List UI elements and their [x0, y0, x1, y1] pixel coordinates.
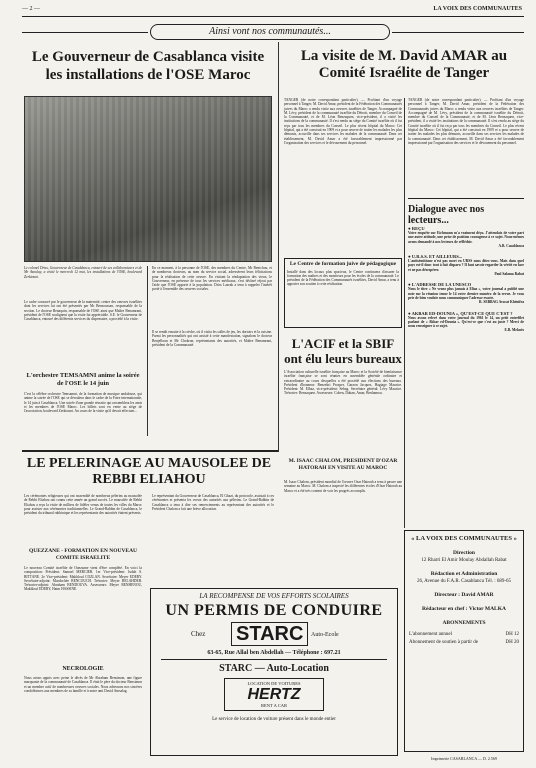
dialogue-item-sig: A.B. Casablanca	[498, 243, 524, 248]
dialogue-item-text: Nous le titre « Ne venez plus jamais à Eliaz », votre journal a publié une note sur la réunion tenue le 14 votre dernier numéro de la revue. Je vous prie de bien vouloir nous communiquer l'adresse exacte.	[408, 287, 524, 300]
article-pelerinage-body: Les cérémonies religieuses qui ont rassemblé de nombreux pèlerins au mausolée de Rebbi Eliahou ont connu cette année un grand succès. Le mausolée de Rebbi Eliahou a reçu la visite de milliers de fidèles venus de toutes les villes du Maroc pour assister aux cérémonies traditionnelles. Le Grand-Rabbin de Casablanca, le président du tribunal rabbinique et les représentants des autorités étaient présents.	[24, 494, 142, 516]
ad-starc-chez: Chez	[191, 630, 206, 638]
ad-starc-brand-row	[151, 622, 397, 646]
page-number: — 2 —	[22, 6, 40, 12]
header-rule	[22, 16, 524, 17]
article-acif-body: L'Association culturelle israélite française au Maroc et la Société de bienfaisance israélite française se sont réunies en assemblée générale ordinaire et extraordinaire au cours desquelles a été procédé aux élections des bureaux. Président d'honneur: Benzekri Prosper, Garzon Jacques, Hagiage Maurice. Président: M. Elbaz, vice-président: Sebag. Secrétaire général: Lévy Maurice. Trésorier: Benzaquen. Assesseurs: Cohen, Dahan, Amar, Benhamou.	[284, 370, 402, 396]
dialogue-rule	[408, 198, 524, 199]
photo-caption: Le colonel Driss, Gouverneur de Casablanca, entouré de ses collaborateurs et de Mr Azoulay, a visité le mercredi 12 mai, les installations de l'OSE, boulevard Zerktouni.	[24, 266, 142, 279]
dialogue-item-head: ● REÇU	[408, 226, 425, 231]
article-gouverneur-body-left: Le cadre consacré par le gouverneur de la maternité, centre des oeuvres israélites dont les services lui ont été présentés par Mr Bensoussan, responsable de la section. Le docteur Benaquin, responsable de l'OSE ainsi que Maître Benamrani, président de l'OSE soulignent que la visite fut appréciable. S.E. le Gouverneur de Casablanca, entouré des différents services du dispensaire, a procédé à la visite.	[24, 300, 142, 322]
ad-voix-abonnements: ABONNEMENTS	[442, 620, 486, 626]
article-ouezzane-body: Le nouveau Comité israélite de Ouezzane vient d'être complété. En voici la composition: Président: Samuel MERCIER. 1er Vice-président: Judah S. BITTANE. 2e Vice-président: Makhlouf COZLAN. Secrétaire: Meyer EDERY. Secrétaire-adjoint: Mardochée BENCOUCH. Trésorier: Meyer BELAHDEB. Trésorier-adjoint: Abraham BENDOUVA. Assesseurs: Meyer BENHENOU, Makhlouf EDERY, Haim HASSINE.	[24, 566, 142, 592]
dialogue-item-sig: Paul Salama Rabat	[494, 272, 524, 277]
ad-voix-redaction-label: Rédaction et Administration	[430, 571, 498, 577]
article-acif-title: L'ACIF et la SBIF ont élu leurs bureaux	[284, 336, 402, 366]
box-centre-formation	[284, 258, 402, 328]
article-gouverneur-body-bottom: Il se rendit ensuite à la crèche, où il visita les salles de jeu, les dortoirs et la cuisine. Parmi les personnalités qui ont assisté à cette manifestation, signalons le docteur Benjelloun et Mr Chokron, représentants des autorités, et Maître Benamrani, président de la Communauté.	[152, 330, 272, 347]
ad-voix-redaction-addr: 26, Avenue du F.A.R. Casablanca Tél. : 689-65	[416, 579, 512, 584]
main-column-rule	[278, 42, 279, 452]
article-necrologie-title: NECROLOGIE	[62, 666, 104, 672]
page-header	[22, 6, 522, 16]
article-gouverneur-body-right: En ce moment, à la personne de l'OSE, des membres du Centre, Mr Benichou, et de nombreux docteurs, au nom du service social, adressèrent leurs félicitations pour la réalisation de cette oeuvre. En visitant la réadaptation des vieux, le Gouverneur, en présence de tous les services médicaux, s'est déclaré réjoui par l'aide que l'OSE apporte à la population. Driss Lazrak a tenu à rappeler l'intérêt porté à l'ensemble des oeuvres sociales.	[152, 266, 272, 292]
ad-voix-directeur: Directeur : David AMAR	[434, 592, 494, 598]
column-rule	[147, 266, 148, 436]
dialogue-item-text: Nous avons relevé dans votre journal du 1961 le 14, un petit entrefilet parlant de « Akbar ed-Dounia ». Qu'est-ce que c'est au juste ? Merci de nous renseigner à ce sujet.	[408, 315, 524, 329]
ad-voix-soutien-price: DH 20	[505, 640, 519, 645]
dialogue-item-head: ● U.R.S.S. ET AILLEURS...	[408, 254, 463, 260]
article-orchestre-title: L'orchestre TEMSAMNI anime la soirée de l'OSE le 14 juin	[26, 372, 140, 387]
dialogue-item	[408, 254, 524, 276]
ad-voix-soutien-row	[409, 640, 519, 645]
dialogue-item	[408, 282, 524, 304]
ad-hertz-logo: HERTZ	[247, 686, 301, 703]
article-necrologie-body: Nous avons appris avec peine le décès de Mr Abraham Bensimon, une figure marquante de la communauté de Casablanca. Il était le père du docteur Bensimon et un membre actif de nombreuses oeuvres sociales. Nous adressons nos sincères condoléances aux membres de sa famille et à notre ami David Amsalag.	[24, 676, 142, 693]
dialogue-item-sig: E.B. Meknès	[504, 328, 524, 333]
ad-voix-soutien-label: Abonnement de soutien à partir de	[409, 640, 479, 645]
ad-hertz-sub: RENT A CAR	[261, 703, 287, 708]
dialogue-item	[408, 311, 524, 333]
ad-starc-subtitle: Auto-Ecole	[311, 632, 339, 638]
article-pelerinage-title: LE PELERINAGE AU MAUSOLEE DE REBBI ELIAHOU	[26, 456, 272, 487]
ad-voix-redacteur: Rédacteur en chef : Victor MALKA	[422, 606, 506, 612]
article-amar-body: TANGER (de notre correspondant particulier). — Profitant d'un voyage personnel à Tanger, M. David Amar, président de la Fédération des Communautés juives du Maroc a rendu visite aux oeuvres israélites de Tanger. Accompagné de M. Lévy, président de la communauté israélite du Détroit, membre du Conseil de la Communauté, et de M. Léon Benzaquen, vice-président, il a visité les institutions de la communauté. Il s'est rendu au siège du Comité israélite où il fut reçu par tous les membres du Conseil. Le plus récent hôpital du Maroc: Cet hôpital, qui a été construit en 1909 et a pour oeuvre de traiter les malades les plus démunis, accueille dans ses services les malades de la communauté. Dans cet établissement, M. David Amar a été favorablement impressionné par l'organisation des services et le dévouement du personnel.	[284, 98, 402, 145]
box-centre-title: Le Centre de formation juive de pédagogique	[289, 261, 397, 267]
photo-gouverneur-visit	[24, 96, 272, 262]
ad-voix-direction-addr: 12 Rharri El Amir Moulay Abdallah Rabat	[421, 558, 507, 563]
ad-starc-tagline: LA RECOMPENSE DE VOS EFFORTS SCOLAIRES	[199, 592, 349, 600]
box-centre-body: Installé dans des locaux plus spacieux, le Centre continuera d'assurer la formation des maîtres et des moniteurs pour les écoles de la communauté. Le président de la Fédération des Communautés israélites, David Amar, a tenu à apporter son soutien à cette réalisation.	[287, 269, 399, 287]
ad-voix-box	[404, 530, 524, 752]
ad-starc-brand2: STARC — Auto-Location	[219, 663, 329, 674]
dialogue-item	[408, 226, 524, 248]
article-chalom-title: M. ISAAC CHALOM, PRESIDENT D'OZAR HATORAH EN VISITE AU MAROC	[288, 458, 398, 471]
ad-starc-brand: STARC	[231, 622, 308, 646]
ad-hertz-box	[224, 678, 324, 711]
ad-hertz-label: LOCATION DE VOITURES	[247, 681, 301, 686]
article-amar-body-cont: TANGER (de notre correspondant particulier). — Profitant d'un voyage personnel à Tanger, M. David Amar, président de la Fédération des Communautés juives du Maroc a rendu visite aux oeuvres israélites de Tanger. Accompagné de M. Lévy, président de la communauté israélite du Détroit, membre du Conseil de la Communauté, et de M. Léon Benzaquen, vice-président, il a visité les institutions de la communauté. Il s'est rendu au siège du Comité israélite où il fut reçu par tous les membres du Conseil. Le plus récent hôpital du Maroc: Cet hôpital, qui a été construit en 1909 et a pour oeuvre de traiter les malades les plus démunis, accueille dans ses services les malades de la communauté. Dans cet établissement, M. David Amar a été favorablement impressionné par l'organisation des services et le dévouement du personnel.	[408, 98, 524, 145]
dialogue-list	[408, 226, 524, 526]
right-column-rule	[404, 98, 405, 528]
ad-voix-title: « LA VOIX DES COMMUNAUTES »	[411, 535, 517, 542]
banner-rule-left	[22, 32, 148, 33]
printer-footer: Imprimerie CASABLANCA — D. 2.569	[431, 756, 497, 761]
paper-name: LA VOIX DES COMMUNAUTES	[433, 6, 522, 12]
ad-starc-divider	[161, 659, 387, 660]
ad-voix-ordinaire-row	[409, 632, 519, 637]
dialogue-item-text: L'antisémitisme n'est pas mort en URSS nous dites-vous. Mais dans quel pays est-il donc tout à fait disparu ? Il faut savoir regarder la vérité en face et ne pas désespérer.	[408, 259, 524, 272]
article-orchestre-body: C'est la célèbre orchestre Temsamni, de la formation de musique andalouse, qui anime la soirée de l'OSE qui se déroulera dans le cadre de la Foire internationale, le 14 juin à Casablanca. Une soirée d'une grande réussite qui rassemblera les amis et les membres de l'OSE Maroc. Les billets sont en vente au siège de l'association, boulevard Zerktouni. Au cours de la visite qu'il devait effectuer...	[24, 392, 142, 414]
article-gouverneur-title: Le Gouverneur de Casablanca visite les installations de l'OSE Maroc	[31, 49, 265, 83]
article-ouezzane-title: QUEZZANE - FORMATION EN NOUVEAU COMITE ISRAELITE	[28, 548, 138, 561]
ad-starc-footer: Le service de location de voiture présent dans le monde entier	[212, 717, 336, 722]
dialogue-item-head: ● L'ADRESSE DE LA UNESCO	[408, 282, 472, 288]
section-banner: Ainsi vont nos communautés...	[150, 24, 390, 40]
dialogue-title: Dialogue avec nos lecteurs...	[408, 204, 485, 226]
article-pelerinage-body2: Le représentant du Gouverneur de Casablanca, El Ghazi, du protocole, assistait à ces cérémonies et présenta les voeux des autorités aux pèlerins. Le Grand-Rabbin de Casablanca a tenu à dire ses remerciements au représentant des autorités et le Président Chalom a fait une brève allocution.	[152, 494, 274, 511]
ad-voix-ordinaire-label: L'abonnement annuel	[409, 632, 452, 637]
dialogue-item-head: ● AKBAR ED-DOUNIA », QU'EST-CE QUE C'EST ?	[408, 310, 513, 316]
pelerinage-rule	[22, 450, 278, 452]
article-amar-title: La visite de M. David AMAR au Comité Israélite de Tanger	[300, 48, 508, 81]
dialogue-item-text: Votre enquête sur Eichmann m'a vraiment déçu. J'attendais de votre part une autre attitude, une prise de position courageuse à ce sujet. Nous-mêmes avons demandé à nos lecteurs de réfléchir.	[408, 231, 524, 244]
ad-starc-address: 63-65, Rue Allal ben Abdellah — Téléphone : 697.21	[207, 650, 341, 656]
ad-starc	[150, 588, 398, 756]
ad-voix-ordinaire-price: DH 12	[505, 632, 519, 637]
dialogue-item-sig: R. SEBBAG Avocat Khénifra	[478, 300, 524, 305]
article-chalom-body: M. Isaac Chalom, président mondial de l'oeuvre Ozar Hatorah a tenu à passer une semaine au Maroc. M. Chalom a inspecté les différentes écoles d'Ozar Hatorah au Maroc et a été très content de voir les progrès accomplis.	[284, 480, 402, 493]
ad-voix-direction-label: Direction	[453, 550, 475, 556]
banner-rule-right	[392, 32, 524, 33]
ad-starc-line1: UN PERMIS DE CONDUIRE	[165, 602, 383, 619]
